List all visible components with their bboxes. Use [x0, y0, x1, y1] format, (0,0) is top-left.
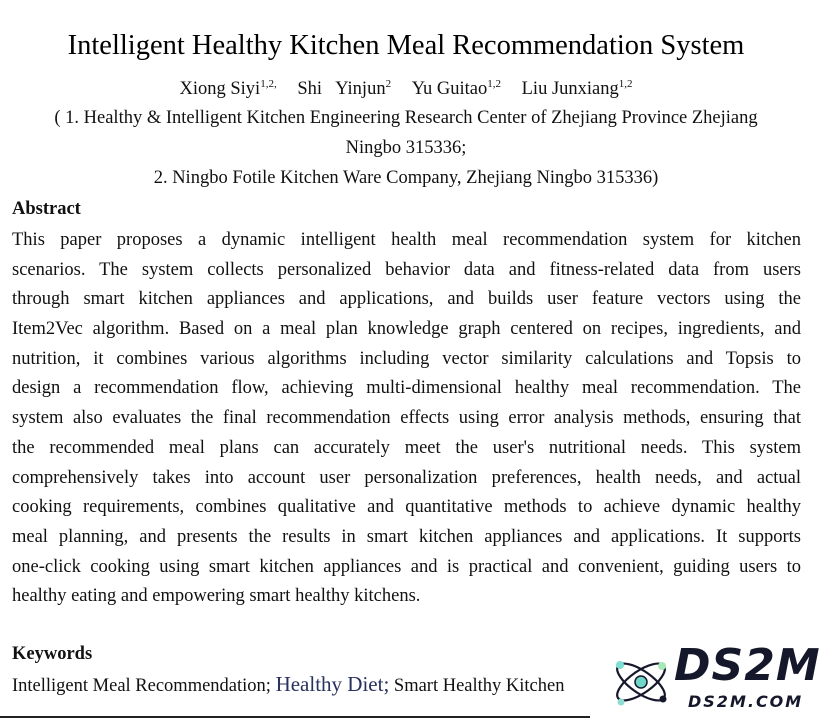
divider — [0, 716, 590, 718]
author-4 — [522, 79, 633, 99]
abstract-line: through smart kitchen appliances and applications, and builds user feature vectors using the — [12, 289, 801, 310]
abstract-line: comprehensively takes into account user personalization preferences, health needs, and actual — [12, 467, 801, 488]
author-1 — [180, 79, 277, 99]
keywords-list — [12, 671, 592, 701]
abstract-line: design a recommendation flow, achieving multi-dimensional healthy meal recommendation. The — [12, 378, 801, 399]
abstract-line: system also evaluates the final recommendation effects using error analysis methods, ensuring that — [12, 408, 801, 429]
watermark — [596, 640, 821, 718]
author-name: Yu Guitao — [411, 79, 488, 99]
abstract-line: scenarios. The system collects personalized behavior data and fitness-related data from users — [12, 259, 801, 280]
author-name: Xiong Siyi — [179, 79, 261, 99]
keyword-1: Intelligent Meal Recommendation; — [12, 676, 271, 696]
keyword-3: Smart Healthy Kitchen — [393, 676, 565, 696]
author-affiliation-marker: 1,2 — [618, 78, 633, 90]
abstract-line: Item2Vec algorithm. Based on a meal plan knowledge graph centered on recipes, ingredients, and — [12, 319, 801, 340]
abstract-body — [12, 226, 801, 612]
abstract-line: the recommended meal plans can accurately meet the user's nutritional needs. This system — [12, 437, 801, 458]
author-affiliation-marker: 1,2, — [260, 78, 277, 90]
author-affiliation-marker: 2 — [385, 78, 392, 90]
affiliation-line-2: Ningbo 315336; — [345, 138, 467, 158]
author-name: Liu Junxiang — [521, 79, 619, 99]
watermark-brand: DS2M — [674, 640, 821, 691]
abstract-heading: Abstract — [12, 199, 81, 219]
author-2 — [297, 79, 391, 99]
author-name: Shi Yinjun — [297, 79, 386, 99]
author-list — [0, 76, 812, 102]
abstract-line: This paper proposes a dynamic intelligent health meal recommendation system for kitchen — [12, 230, 801, 250]
abstract-line: cooking requirements, combines qualitative and quantitative methods to achieve dynamic healthy — [12, 497, 801, 518]
author-3 — [412, 79, 501, 99]
author-affiliation-marker: 1,2 — [487, 78, 501, 90]
paper-title: Intelligent Healthy Kitchen Meal Recommendation System — [67, 30, 745, 61]
watermark-url: DS2M.COM — [688, 692, 804, 711]
abstract-line: nutrition, it combines various algorithms including vector similarity calculations and Topsis to — [12, 348, 801, 369]
abstract-line: one-click cooking using smart kitchen appliances and is practical and convenient, guiding users to — [12, 556, 801, 577]
keywords-heading: Keywords — [12, 644, 93, 664]
atom-molecule-icon — [606, 646, 676, 716]
abstract-line: meal planning, and presents the results in smart kitchen appliances and applications. It supports — [12, 526, 801, 547]
affiliation-line-3: 2. Ningbo Fotile Kitchen Ware Company, Zhejiang Ningbo 315336) — [153, 168, 659, 188]
keyword-2: Healthy Diet; — [275, 672, 390, 696]
abstract-line: healthy eating and empowering smart healthy kitchens. — [12, 586, 421, 607]
affiliation-line-1: ( 1. Healthy & Intelligent Kitchen Engineering Research Center of Zhejiang Province Zhejiang — [54, 108, 758, 128]
